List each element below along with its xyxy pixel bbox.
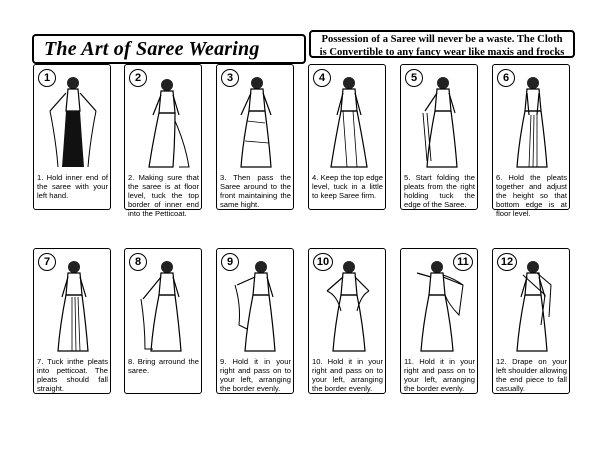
figure-step-5 (409, 71, 471, 171)
step-caption-7: 7. Tuck inthe pleats into petticoat. The pleats should fall straight. (37, 357, 108, 393)
step-caption-9: 9. Hold it in your right and pass on to your left, arranging the border evenly. (220, 357, 291, 393)
figure-step-1 (42, 71, 104, 171)
step-number-3: 3 (221, 69, 239, 87)
step-number-12: 12 (497, 253, 517, 271)
step-caption-3: 3. Then pass the Saree around to the front maintaining the same hight. (220, 173, 291, 209)
step-caption-12: 12. Drape on your left shoulder allowing the end piece to fall casually. (496, 357, 567, 393)
step-number-10: 10 (313, 253, 333, 271)
step-panel-10 (308, 248, 386, 394)
step-panel-4 (308, 64, 386, 210)
step-panel-1 (33, 64, 111, 210)
note-line-1: Possession of a Saree will never be a waste. The Cloth (321, 34, 563, 45)
step-number-6: 6 (497, 69, 515, 87)
step-panel-12 (492, 248, 570, 394)
figure-step-2 (133, 71, 195, 171)
step-caption-5: 5. Start folding the pleats from the right holding tuck the edge of the Saree. (404, 173, 475, 209)
step-panel-2 (124, 64, 202, 218)
step-panel-7 (33, 248, 111, 394)
step-number-7: 7 (38, 253, 56, 271)
figure-step-3 (225, 71, 287, 171)
step-panel-9 (216, 248, 294, 394)
step-caption-4: 4. Keep the top edge level, tuck in a little to keep Saree firm. (312, 173, 383, 200)
figure-step-12 (501, 255, 563, 355)
step-number-2: 2 (129, 69, 147, 87)
title-box (32, 34, 306, 64)
step-caption-6: 6. Hold the pleats together and adjust the height so that bottom edge is at floor level. (496, 173, 567, 218)
step-caption-10: 10. Hold it in your right and pass on to your left, arranging the border evenly. (312, 357, 383, 393)
figure-step-9 (225, 255, 287, 355)
figure-step-4 (317, 71, 379, 171)
step-panel-11 (400, 248, 478, 394)
note-line-2: is Convertible to any fancy wear like maxis and frocks (319, 47, 565, 58)
step-number-1: 1 (38, 69, 56, 87)
note-box (309, 30, 575, 58)
figure-step-6 (501, 71, 563, 171)
step-panel-3 (216, 64, 294, 210)
step-number-5: 5 (405, 69, 423, 87)
figure-step-7 (42, 255, 104, 355)
figure-step-8 (133, 255, 195, 355)
step-number-8: 8 (129, 253, 147, 271)
step-panel-6 (492, 64, 570, 218)
step-panel-5 (400, 64, 478, 210)
step-number-11: 11 (453, 253, 473, 271)
step-caption-2: 2. Making sure that the saree is at floor level, tuck the top border of inner end into the Petticoat. (128, 173, 199, 218)
figure-step-10 (317, 255, 379, 355)
step-number-9: 9 (221, 253, 239, 271)
page-title: The Art of Saree Wearing (44, 37, 260, 60)
step-panel-8 (124, 248, 202, 394)
step-caption-8: 8. Bring arround the saree. (128, 357, 199, 375)
step-caption-11: 11. Hold it in your right and pass on to your left, arranging the border evenly. (404, 357, 475, 393)
step-number-4: 4 (313, 69, 331, 87)
step-caption-1: 1. Hold inner end of the saree with your left hand. (37, 173, 108, 200)
figure-step-11 (409, 255, 471, 355)
